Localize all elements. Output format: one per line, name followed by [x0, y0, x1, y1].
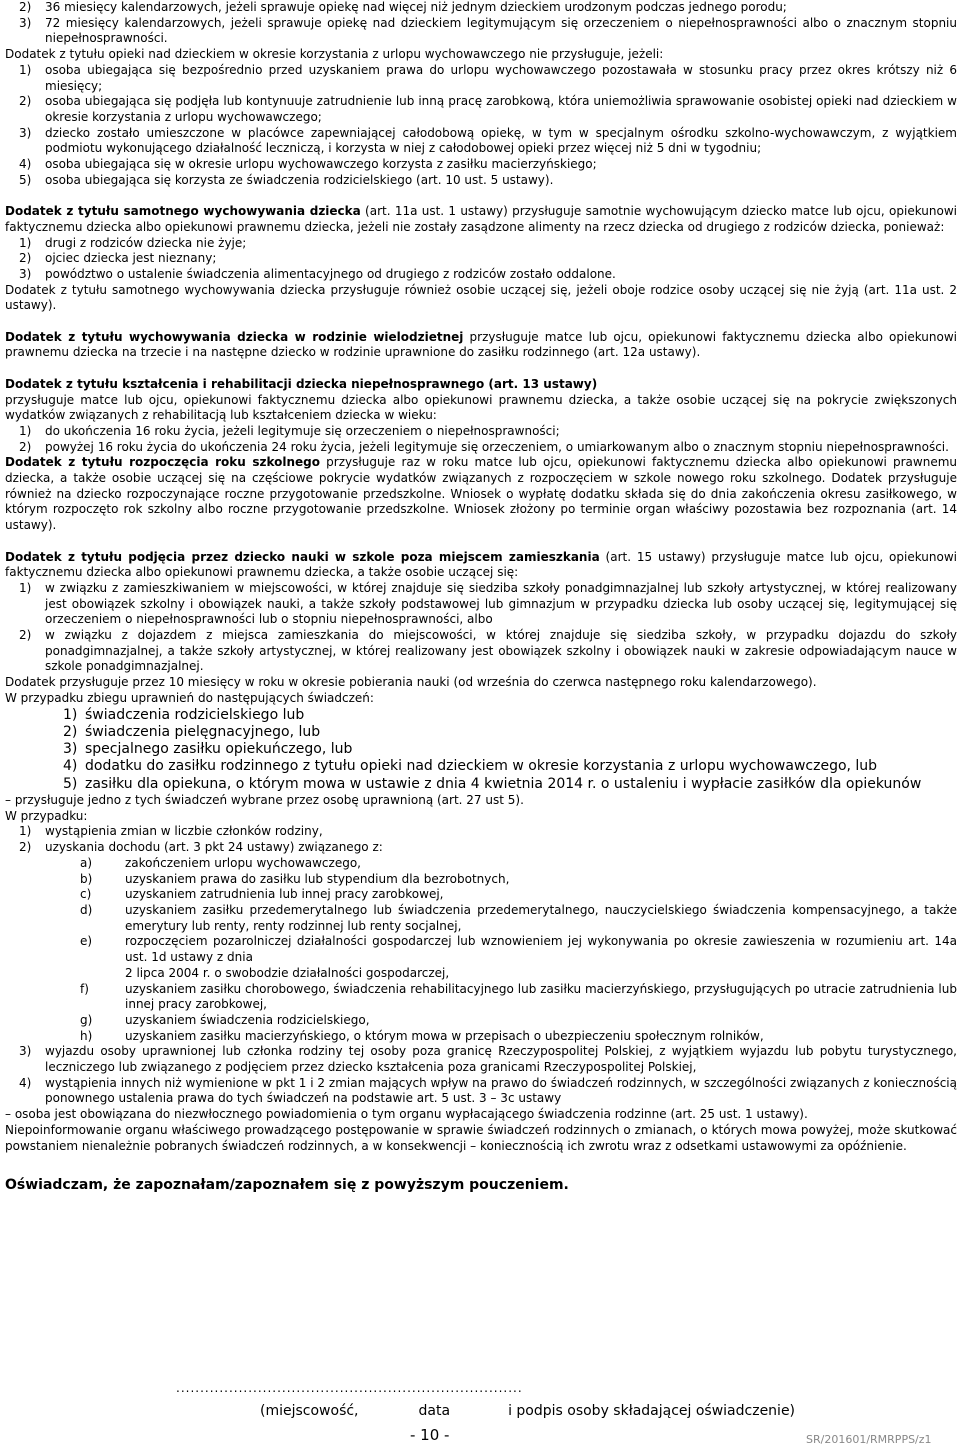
list-item — [5, 934, 957, 965]
list-item — [5, 440, 957, 456]
list-item-number: e) — [80, 934, 93, 949]
list-item-text: specjalnego zasiłku opiekuńczego, lub — [85, 741, 353, 758]
signature-caption-line — [260, 1403, 795, 1419]
list-item-number: 2) — [19, 0, 32, 14]
list-item — [5, 581, 957, 628]
list-item — [5, 16, 957, 47]
list-przyp-sub — [5, 856, 957, 1044]
list-item-text: w związku z dojazdem z miejsca zamieszkania do miejscowości, w której znajduje się siedziba szkoły, w przypadku dojazdu do szkoły ponadgimnazjalnej, a także szkoły artystycznej, w której realizowany jest obowiązek szkolny i obowiązek nauki w zakresie odpowiadającym nauce w szkole ponadgimnazjalnej. — [45, 628, 957, 674]
section-szkol: Dodatek z tytułu rozpoczęcia roku szkolnego przysługuje raz w roku matce lub ojcu, opiekunowi faktycznemu dziecka albo opiekunowi prawnemu dziecka, a także osobie uczącej się na częściowe pokrycie wydatków związanych z rozpoczęciem w szkole nowego roku szkolnego. Dodatek przysługuje również na dziecko rozpoczynające roczne przygotowanie przedszkolne. Wniosek o wypłatę dodatku składa się do dnia zakończenia okresu zasiłkowego, w którym rozpoczęto rok szkolny albo roczne przygotowanie przedszkolne. Wniosek złożony po terminie organ właściwy pozostawia bez rozpoznania (art. 14 ustawy). — [5, 455, 957, 533]
heading-samot: Dodatek z tytułu samotnego wychowywania dziecka — [5, 204, 361, 219]
list-item: 4) wystąpienia innych niż wymienione w pkt 1 i 2 zmian mających wpływ na prawo do świadczeń rodzinnych, w szczególności związanych z koniecznością ponownego ustalenia prawa do tych świadczeń na podstawie art. 5 ust. 3 – 3c ustawy — [19, 1075, 957, 1106]
list-item-text: uzyskaniem zasiłku chorobowego, świadczenia rehabilitacyjnego lub zasiłku macierzyńskiego, przysługujących po utracie zatrudnienia lub innej pracy zarobkowej, — [125, 981, 957, 1012]
list-item-text: 72 miesięcy kalendarzowych, jeżeli sprawuje opiekę nad dzieckiem legitymującym się orzeczeniem o niepełnosprawności albo o znacznym stopniu niepełnosprawności. — [45, 15, 957, 46]
list-item — [5, 856, 957, 872]
list-item-text: osoba ubiegająca się podjęła lub kontynuuje zatrudnienie lub inną pracę zarobkową, która uniemożliwia sprawowanie osobistej opieki nad dzieckiem w okresie korzystania z urlopu wychowawczego; — [45, 94, 957, 124]
list-item-number: h) — [80, 1028, 93, 1043]
list-samot — [5, 236, 957, 283]
list-item-number: 1) — [19, 235, 32, 250]
list-item — [5, 758, 957, 775]
list-item-text: powództwo o ustalenie świadczenia alimentacyjnego od drugiego z rodziców zostało oddalone. — [45, 266, 616, 281]
list-item-number: c) — [80, 887, 92, 902]
list-item-number: 3) — [19, 125, 32, 140]
section-wielo: Dodatek z tytułu wychowywania dziecka w rodzinie wielodzietnej przysługuje matce lub ojcu, opiekunowi faktycznemu dziecka albo opiekunowi prawnemu dziecka na trzecie i na następne dziecko w rodzinie uprawnione do zasiłku rodzinnego (art. 12a ustawy). — [5, 329, 958, 360]
paragraph-zbieg-intro: W przypadku zbiegu uprawnień do następujących świadczeń: — [5, 690, 374, 705]
list-item-text: świadczenia rodzicielskiego lub — [85, 706, 305, 723]
list-item-text: w związku z zamieszkiwaniem w miejscowości, w której znajduje się siedziba szkoły ponadgimnazjalnej lub szkoły artystycznej, w której realizowany jest obowiązek szkolny i obowiązek nauki, a także szkoły podstawowej lub gimnazjum w przypadku dziecka lub osoby uczącej się, legitymującej się orzeczeniem o niepełnosprawności lub o stopniu niepełnosprawności, albo — [45, 580, 957, 627]
heading-ksztal: Dodatek z tytułu kształcenia i rehabilitacji dziecka niepełnosprawnego (art. 13 ustawy) — [5, 376, 598, 391]
paragraph-przyp-nie: Niepoinformowanie organu właściwego prowadzącego postępowanie w sprawie świadczeń rodzinnych o zmianach, o których mowa powyżej, może skutkować powstaniem nienależnie pobranych świadczeń rodzinnych, a w konsekwencji – koniecznością ich zwrotu wraz z odsetkami ustawowymi za opóźnienie. — [5, 1122, 957, 1153]
list-item-number: 2) — [63, 723, 78, 740]
signature-line: ........................................................................ — [176, 1381, 523, 1395]
list-item-number: g) — [80, 1012, 93, 1027]
list-item-number: 2) — [19, 439, 32, 454]
document-body — [5, 0, 957, 1194]
list-item — [5, 1029, 957, 1045]
list-item-text: uzyskaniem prawa do zasiłku lub stypendium dla bezrobotnych, — [125, 871, 510, 886]
declaration: Oświadczam, że zapoznałam/zapoznałem się z powyższym pouczeniem. — [5, 1176, 569, 1193]
list-item-text: ojciec dziecka jest nieznany; — [45, 251, 217, 266]
list-item-number: 4) — [19, 157, 32, 172]
list-item — [5, 741, 957, 758]
heading-szkol: Dodatek z tytułu rozpoczęcia roku szkolnego — [5, 455, 320, 470]
list-item — [5, 776, 957, 793]
list-item-number: 2) — [19, 94, 32, 109]
list-item-number: 1) — [19, 580, 32, 595]
list-item: 2) uzyskania dochodu (art. 3 pkt 24 ustawy) związanego z: — [19, 840, 383, 855]
signature-text: i podpis osoby składającej oświadczenie) — [508, 1403, 796, 1419]
list-item-text: powyżej 16 roku życia do ukończenia 24 roku życia, jeżeli legitymuje się orzeczeniem, o umiarkowanym albo o znacznym stopniu niepełnosprawności. — [45, 439, 949, 454]
list-item-text: rozpoczęciem pozarolniczej działalności gospodarczej lub wznowieniem jej wykonywania po okresie zawieszenia w rozumieniu art. 14a ust. 1d ustawy z dnia — [125, 934, 957, 965]
list-item-text: osoba ubiegająca się bezpośrednio przed uzyskaniem prawa do urlopu wychowawczego pozostawała w stosunku pracy przez okres krótszy niż 6 miesięcy; — [45, 62, 957, 93]
list-item-text: 36 miesięcy kalendarzowych, jeżeli sprawuje opiekę nad więcej niż jednym dzieckiem urodzonym podczas jednego porodu; — [45, 0, 787, 14]
paragraph-przyp-intro: W przypadku: — [5, 808, 88, 823]
list-item-number — [80, 966, 125, 982]
list-item-text: dodatku do zasiłku rodzinnego z tytułu opieki nad dzieckiem w okresie korzystania z urlopu wychowawczego, lub — [85, 758, 878, 775]
list-item — [5, 424, 957, 440]
list-item-text: do ukończenia 16 roku życia, jeżeli legitymuje się orzeczeniem o niepełnosprawności; — [45, 423, 560, 438]
section-samot: Dodatek z tytułu samotnego wychowywania dziecka (art. 11a ust. 1 ustawy) przysługuje samotnie wychowującym dziecko matce lub ojcu, opiekunowi faktycznemu dziecka albo opiekunowi prawnemu dziecka, jeżeli nie zostały zasądzone alimenty na rzecz dziecka od drugiego z rodziców dziecka, ponieważ: — [5, 204, 957, 234]
list-item-text: uzyskaniem zasiłku macierzyńskiego, o którym mowa w przepisach o ubezpieczeniu społecznym rolników, — [125, 1028, 764, 1043]
list-item-number: 3) — [19, 15, 32, 30]
list-item-number: 3) — [63, 741, 78, 758]
signature-place: (miejscowość, — [260, 1403, 359, 1419]
list-item — [5, 872, 957, 888]
list-item-number: 2) — [19, 628, 32, 643]
list-item — [5, 126, 957, 157]
list-item-text: uzyskaniem zatrudnienia lub innej pracy zarobkowej, — [125, 887, 444, 902]
page-number: - 10 - — [410, 1426, 450, 1444]
list-item — [5, 887, 957, 903]
list-item-text: świadczenia pielęgnacyjnego, lub — [85, 723, 321, 740]
paragraph-przyp-dash: – osoba jest obowiązana do niezwłocznego powiadomienia o tym organu wypłacającego świadczenia rodzinne (art. 25 ust. 1 ustawy). — [5, 1107, 808, 1122]
list-item-number: d) — [80, 902, 93, 917]
list-item-number: 1) — [63, 706, 78, 723]
form-code: SR/201601/RMRPPS/z1 — [806, 1433, 932, 1446]
paragraph-nauka-note: Dodatek przysługuje przez 10 miesięcy w roku w okresie pobierania nauki (od września do czerwca następnego roku kalendarzowego). — [5, 675, 817, 690]
paragraph-ksztal: przysługuje matce lub ojcu, opiekunowi faktycznemu dziecka albo opiekunowi prawnemu dziecka, a także osobie uczącej się na pokrycie zwiększonych wydatków związanych z rehabilitacją lub kształceniem dziecka w wieku: — [5, 392, 957, 423]
list-item-number: b) — [80, 871, 93, 886]
list-item-text: zasiłku dla opiekuna, o którym mowa w ustawie z dnia 4 kwietnia 2014 r. o ustaleniu i wypłacie zasiłków dla opiekunów — [85, 775, 922, 792]
list-wych — [5, 63, 957, 189]
signature-date: data — [418, 1403, 451, 1419]
list-item-number: 5) — [63, 775, 78, 792]
list-item — [5, 903, 957, 934]
list-item — [5, 251, 957, 267]
list-item — [5, 173, 957, 189]
list-item-number: 1) — [19, 423, 32, 438]
list-nauka — [5, 581, 957, 675]
list-top — [5, 0, 957, 47]
heading-nauka: Dodatek z tytułu podjęcia przez dziecko nauki w szkole poza miejscem zamieszkania — [5, 549, 600, 564]
list-item — [5, 707, 957, 724]
section-nauka: Dodatek z tytułu podjęcia przez dziecko nauki w szkole poza miejscem zamieszkania (art. 15 ustawy) przysługuje matce lub ojcu, opiekunowi faktycznemu dziecka albo opiekunowi prawnemu dziecka, a także osobie uczącej się: — [5, 549, 957, 580]
paragraph-wych-intro: Dodatek z tytułu opieki nad dzieckiem w okresie korzystania z urlopu wychowawczego nie przysługuje, jeżeli: — [5, 47, 664, 62]
list-item-text: uzyskaniem świadczenia rodzicielskiego, — [125, 1012, 370, 1027]
list-item — [5, 157, 957, 173]
list-item — [5, 94, 957, 125]
list-item-text: zakończeniem urlopu wychowawczego, — [125, 855, 361, 870]
list-item — [5, 267, 957, 283]
paragraph-samot-note: Dodatek z tytułu samotnego wychowywania dziecka przysługuje również osobie uczącej się, jeżeli oboje rodzice osoby uczącej się nie żyją (art. 11a ust. 2 ustawy). — [5, 282, 957, 313]
list-item-text: drugi z rodziców dziecka nie żyje; — [45, 235, 247, 250]
list-item-number: 5) — [19, 172, 32, 187]
list-item — [5, 724, 957, 741]
list-item-number: 3) — [19, 266, 32, 281]
paragraph-zbieg-outro: – przysługuje jedno z tych świadczeń wybrane przez osobę uprawnioną (art. 27 ust 5). — [5, 793, 524, 808]
list-item — [5, 628, 957, 675]
list-item-text: osoba ubiegająca się korzysta ze świadczenia rodzicielskiego (art. 10 ust. 5 ustawy). — [45, 172, 554, 187]
list-item — [5, 63, 957, 94]
list-item — [5, 966, 957, 982]
list-item — [5, 1013, 957, 1029]
list-item: 3) wyjazdu osoby uprawnionej lub członka rodziny tej osoby poza granicę Rzeczypospolitej Polskiej, z wyjątkiem wyjazdu lub pobytu turystycznego, leczniczego lub związanego z podjęciem przez dziecko kształcenia poza granicami Rzeczypospolitej Polskiej, — [19, 1044, 957, 1075]
list-item-number: a) — [80, 855, 93, 870]
list-item-text: 2 lipca 2004 r. o swobodzie działalności gospodarczej, — [125, 965, 450, 980]
list-item — [5, 982, 957, 1013]
list-item — [5, 0, 957, 16]
list-item-text: dziecko zostało umieszczone w placówce zapewniającej całodobową opiekę, w tym w specjalnym ośrodku szkolno-wychowawczym, z wyjątkiem podmiotu wykonującego działalność leczniczą, i korzysta w niej z całodobowej opieki przez więcej niż 5 dni w tygodniu; — [45, 125, 957, 156]
list-item: 1) wystąpienia zmian w liczbie członków rodziny, — [19, 824, 323, 839]
list-item-number: f) — [80, 981, 89, 996]
list-item-text: uzyskaniem zasiłku przedemerytalnego lub świadczenia przedemerytalnego, nauczycielskiego świadczenia kompensacyjnego, a także emerytury lub renty, renty rodzinnej lub renty socjalnej, — [125, 902, 957, 933]
list-item-number: 2) — [19, 251, 32, 266]
heading-wielo: Dodatek z tytułu wychowywania dziecka w rodzinie wielodzietnej — [5, 329, 464, 344]
list-item-number: 1) — [19, 62, 32, 77]
list-item-text: osoba ubiegająca się w okresie urlopu wychowawczego korzysta z zasiłku macierzyńskiego; — [45, 157, 597, 172]
list-ksztal — [5, 424, 957, 455]
list-zbieg — [5, 707, 957, 793]
list-item — [5, 236, 957, 252]
list-item-number: 4) — [63, 758, 78, 775]
